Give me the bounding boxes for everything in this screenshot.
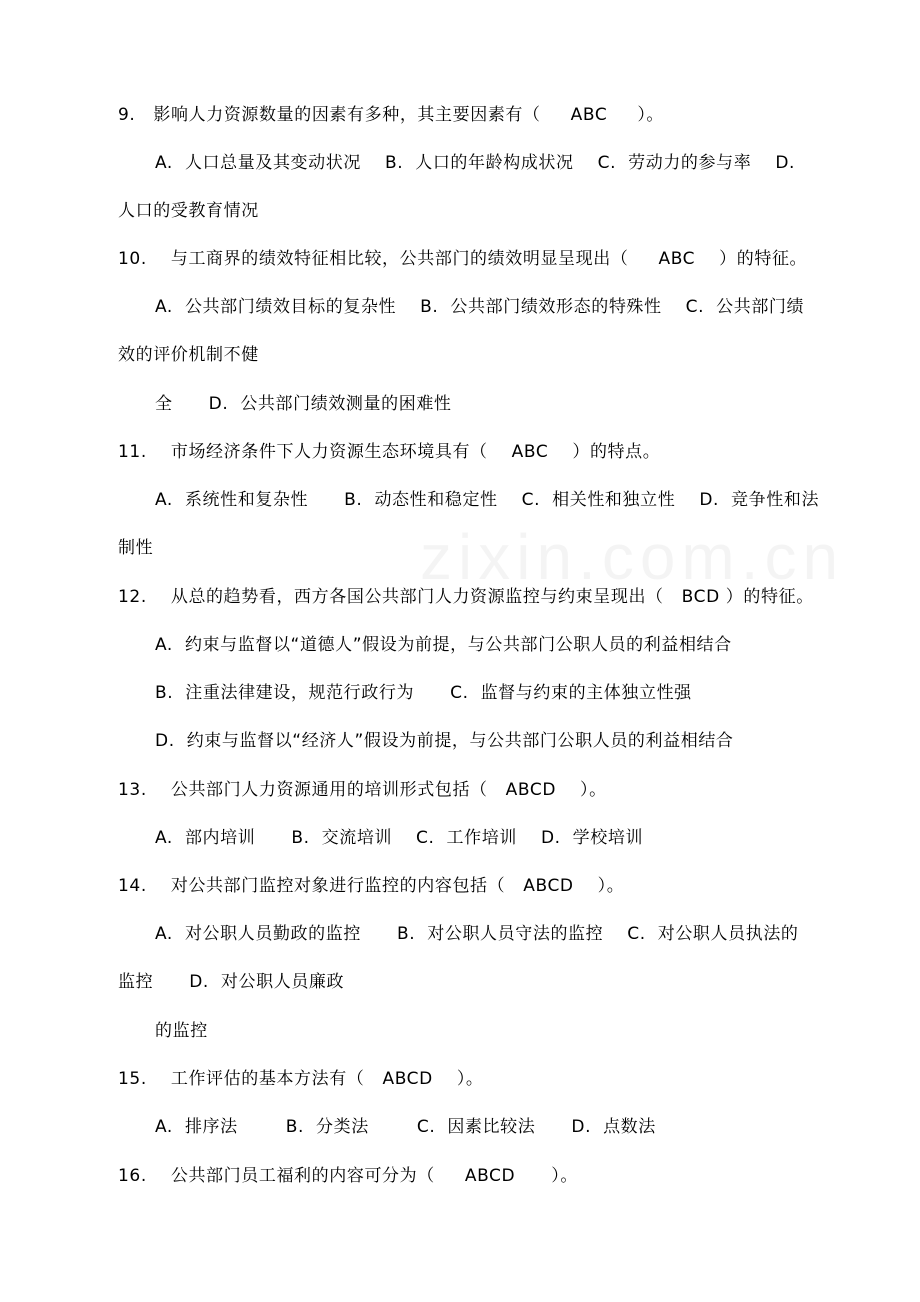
question-13: 13. 公共部门人力资源通用的培训形式包括（ ABCD ）。 [118,780,607,800]
question-12-option-d: D. 约束与监督以“经济人”假设为前提，与公共部门公职人员的利益相结合 [155,731,734,751]
question-9-options-cont: 人口的受教育情况 [118,201,259,221]
question-15: 15. 工作评估的基本方法有（ ABCD ）。 [118,1069,484,1089]
question-11-options-cont: 制性 [118,538,154,558]
question-9: 9. 影响人力资源数量的因素有多种，其主要因素有（ ABC ）。 [118,105,665,125]
question-10-options-cont: 效的评价机制不健 [118,345,259,365]
question-13-options: A. 部内培训 B. 交流培训 C. 工作培训 D. 学校培训 [155,828,644,848]
watermark [420,520,844,594]
question-12-option-a: A. 约束与监督以“道德人”假设为前提，与公共部门公职人员的利益相结合 [155,635,732,655]
question-12-option-bc: B. 注重法律建设，规范行政行为 C. 监督与约束的主体独立性强 [155,683,692,703]
question-15-options: A. 排序法 B. 分类法 C. 因素比较法 D. 点数法 [155,1117,656,1137]
question-10-options-cont2: 全 D. 公共部门绩效测量的困难性 [155,394,452,414]
question-14-options-cont: 监控 D. 对公职人员廉政 [118,972,345,992]
question-9-options: A. 人口总量及其变动状况 B. 人口的年龄构成状况 C. 劳动力的参与率 D. [155,153,796,173]
question-14-options-cont2: 的监控 [155,1021,208,1041]
question-14-options: A. 对公职人员勤政的监控 B. 对公职人员守法的监控 C. 对公职人员执法的 [155,924,799,944]
question-16: 16. 公共部门员工福利的内容可分为（ ABCD ）。 [118,1166,578,1186]
question-10-options: A. 公共部门绩效目标的复杂性 B. 公共部门绩效形态的特殊性 C. 公共部门绩 [155,297,805,317]
question-10: 10. 与工商界的绩效特征相比较，公共部门的绩效明显呈现出（ ABC ）的特征。 [118,249,808,269]
question-11-options: A. 系统性和复杂性 B. 动态性和稳定性 C. 相关性和独立性 D. 竞争性和法 [155,490,820,510]
question-11: 11. 市场经济条件下人力资源生态环境具有（ ABC ）的特点。 [118,442,661,462]
question-12: 12. 从总的趋势看，西方各国公共部门人力资源监控与约束呈现出（ BCD ）的特征。 [118,587,814,607]
question-14: 14. 对公共部门监控对象进行监控的内容包括（ ABCD ）。 [118,876,625,896]
